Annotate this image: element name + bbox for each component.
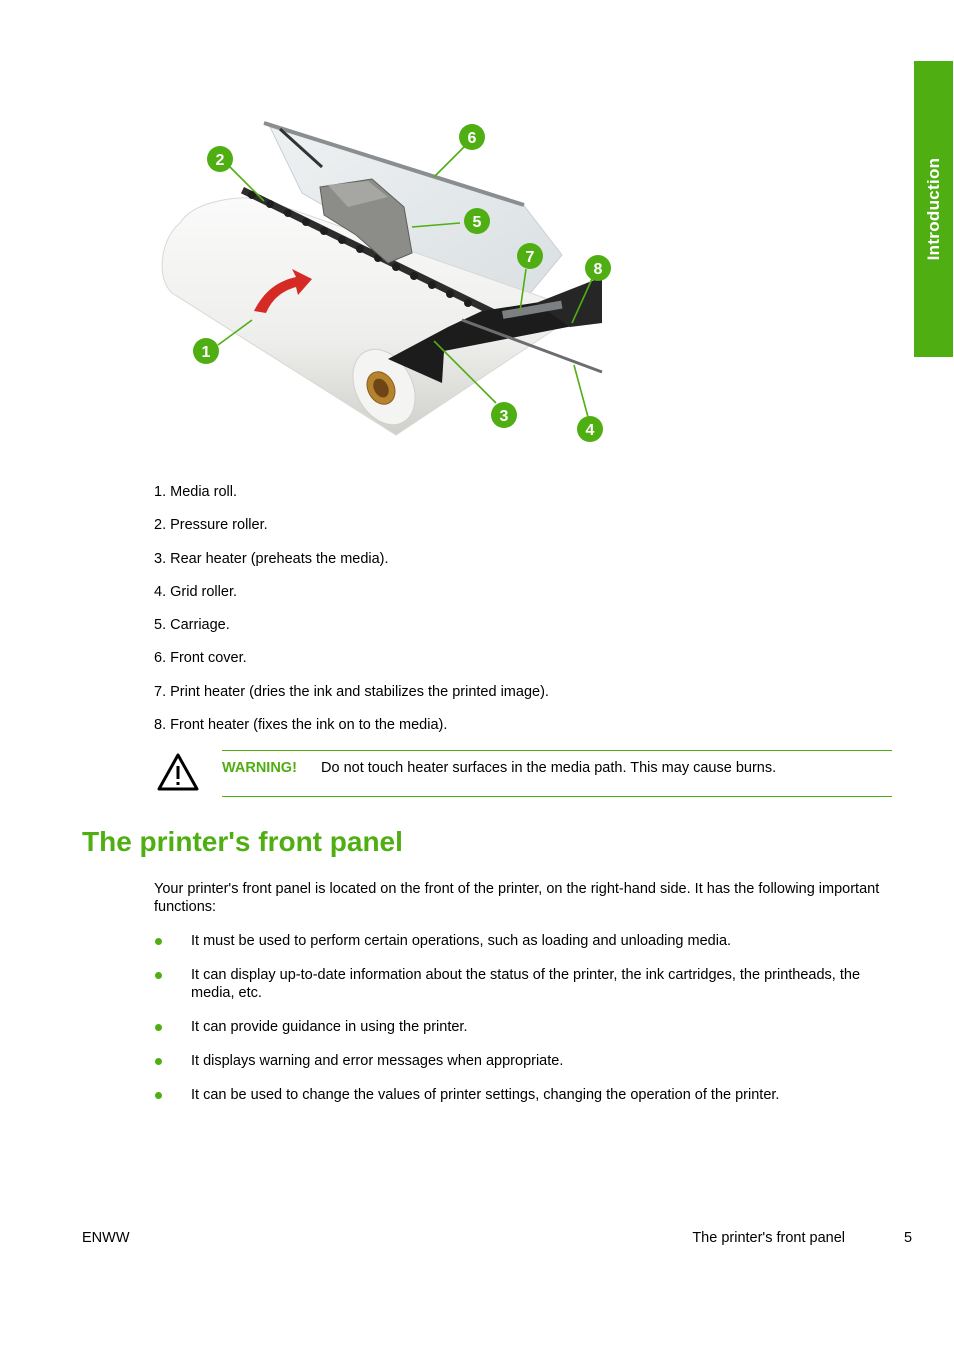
callout-line-6 [434,145,466,177]
list-item [154,932,899,950]
bullet-icon [155,1058,162,1065]
warning-bottom-rule [222,796,892,797]
parts-list [154,483,549,749]
list-item [154,1052,899,1070]
list-item [154,966,899,1002]
printer-diagram [152,115,618,455]
svg-text:2: 2 [215,152,225,169]
chapter-tab-label: Introduction [923,157,943,261]
functions-list [154,932,899,1120]
section-intro: Your printer's front panel is located on the front of the printer, on the right-hand side. It has the following important functions: [154,881,880,915]
callout-7 [517,243,543,269]
section-title: The printer's front panel [82,826,403,857]
callout-4 [577,416,603,442]
list-item-text: It displays warning and error messages when appropriate. [191,1053,564,1069]
footer-doc-code: ENWW [82,1230,130,1246]
parts-list-item: 4. Grid roller. [154,583,237,600]
callout-8 [585,255,611,281]
callout-1 [193,338,219,364]
parts-list-item: 6. Front cover. [154,650,247,667]
svg-text:6: 6 [467,130,477,147]
parts-list-item: 2. Pressure roller. [154,517,268,534]
warning-label: WARNING! [222,760,297,776]
svg-text:1: 1 [201,344,211,361]
bullet-icon [155,938,162,945]
bullet-icon [155,972,162,979]
bullet-icon [155,1024,162,1031]
callout-6 [459,124,485,150]
callout-line-4 [574,365,588,417]
footer-section-title: The printer's front panel [692,1230,845,1246]
svg-text:4: 4 [585,422,595,439]
warning-top-rule [222,750,892,751]
chapter-tab[interactable] [914,61,953,357]
list-item [154,1018,899,1036]
callout-2 [207,146,233,172]
list-item-text: It can be used to change the values of printer settings, changing the operation of the printer. [191,1087,780,1103]
parts-list-item: 5. Carriage. [154,617,230,634]
parts-list-item: 8. Front heater (fixes the ink on to the media). [154,717,448,734]
warning-triangle-icon [156,752,200,792]
warning-text: Do not touch heater surfaces in the media path. This may cause burns. [321,760,777,776]
parts-list-item: 7. Print heater (dries the ink and stabilizes the printed image). [154,683,549,700]
list-item [154,1086,899,1104]
list-item-text: It must be used to perform certain operations, such as loading and unloading media. [191,933,732,949]
svg-text:8: 8 [593,261,603,278]
page-number: 5 [904,1230,913,1246]
parts-list-item: 3. Rear heater (preheats the media). [154,550,389,567]
svg-text:3: 3 [499,408,509,425]
callout-3 [491,402,517,428]
list-item-text: It can provide guidance in using the printer. [191,1019,468,1035]
list-item-text: It can display up-to-date information about the status of the printer, the ink cartridges, the printheads, the media, etc. [191,967,861,1001]
parts-list-item: 1. Media roll. [154,484,238,500]
svg-text:5: 5 [472,214,482,231]
callout-5 [464,208,490,234]
bullet-icon [155,1092,162,1099]
svg-text:7: 7 [525,249,535,266]
